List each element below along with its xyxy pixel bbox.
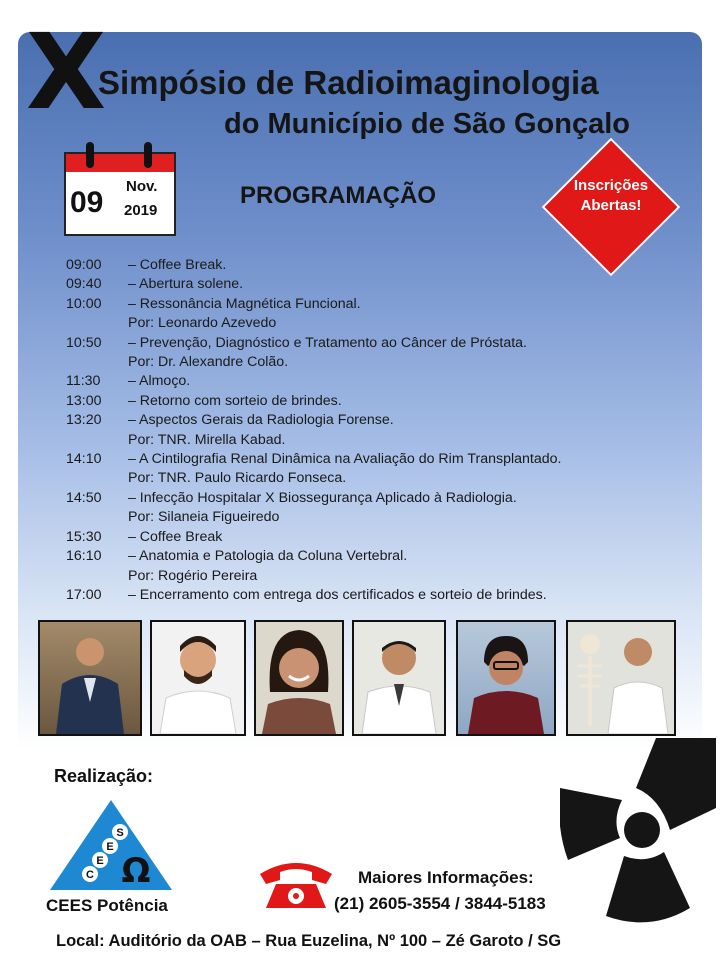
calendar-icon <box>64 152 176 236</box>
speaker-photo <box>352 620 446 736</box>
schedule-item: 10:00 – Ressonância Magnética Funcional. <box>66 295 561 314</box>
speaker-photo <box>150 620 246 736</box>
schedule-time: 13:20 <box>66 412 102 429</box>
calendar-ring <box>144 142 152 168</box>
schedule-text: Coffee Break <box>139 528 223 545</box>
schedule-text: Abertura solene. <box>139 276 244 293</box>
schedule-text: Encerramento com entrega dos certificados e sorteio de brindes. <box>139 586 547 603</box>
calendar-header-bar <box>66 154 174 172</box>
speaker-photo <box>254 620 344 736</box>
svg-text:E: E <box>96 855 104 867</box>
schedule-text: Prevenção, Diagnóstico e Tratamento ao Câncer de Próstata. <box>139 334 527 351</box>
programacao-heading: PROGRAMAÇÃO <box>240 182 436 209</box>
schedule-time: 15:30 <box>66 528 102 545</box>
schedule-item: 15:30 – Coffee Break <box>66 528 561 547</box>
badge-line1: Inscrições <box>573 177 649 194</box>
schedule-time: 09:40 <box>66 276 102 293</box>
realizacao-label: Realização: <box>54 766 154 786</box>
schedule-text: Ressonância Magnética Funcional. <box>139 295 361 312</box>
registration-badge-text <box>558 176 664 216</box>
speaker-portrait-icon <box>354 622 444 734</box>
cees-logo-icon <box>48 798 174 892</box>
speaker-portrait-icon <box>256 622 342 734</box>
calendar-ring <box>86 142 94 168</box>
schedule-time: 10:00 <box>66 295 102 312</box>
speaker-portrait-icon <box>152 622 244 734</box>
schedule-text: Aspectos Gerais da Radiologia Forense. <box>139 412 394 429</box>
schedule-speaker: Por: Leonardo Azevedo <box>128 315 277 332</box>
schedule-item: 16:10 – Anatomia e Patologia da Coluna Vertebral. <box>66 547 561 566</box>
svg-text:S: S <box>116 827 124 839</box>
schedule-text: Retorno com sorteio de brindes. <box>139 392 342 409</box>
telephone-icon <box>256 856 336 910</box>
schedule-text: A Cintilografia Renal Dinâmica na Avaliação do Rim Transplantado. <box>139 451 562 468</box>
contact-phones: (21) 2605-3554 / 3844-5183 <box>334 894 546 913</box>
event-location: Local: Auditório da OAB – Rua Euzelina, Nº 100 – Zé Garoto / SG <box>56 932 562 950</box>
schedule-time: 14:50 <box>66 489 102 506</box>
schedule-text: Almoço. <box>139 373 191 390</box>
event-title-line1: Simpósio de Radioimaginologia <box>98 64 599 101</box>
radiation-symbol-icon <box>560 738 716 960</box>
schedule-text: Anatomia e Patologia da Coluna Vertebral. <box>139 548 408 565</box>
schedule-speaker: Por: TNR. Paulo Ricardo Fonseca. <box>128 470 347 487</box>
speaker-photo <box>566 620 676 736</box>
schedule-list <box>66 256 561 605</box>
schedule-time: 13:00 <box>66 392 102 409</box>
schedule-item: 13:00 – Retorno com sorteio de brindes. <box>66 392 561 411</box>
schedule-speaker: Por: Dr. Alexandre Colão. <box>128 354 289 371</box>
event-title-line2: do Município de São Gonçalo <box>224 108 631 140</box>
schedule-item: 09:40 – Abertura solene. <box>66 275 561 294</box>
schedule-item: 14:50 – Infecção Hospitalar X Biossegurança Aplicado à Radiologia. <box>66 489 561 508</box>
schedule-time: 10:50 <box>66 334 102 351</box>
more-info-label: Maiores Informações: <box>358 868 534 887</box>
schedule-speaker: Por: Rogério Pereira <box>128 567 258 584</box>
schedule-time: 14:10 <box>66 451 102 468</box>
schedule-time: 16:10 <box>66 548 102 565</box>
schedule-time: 09:00 <box>66 257 102 273</box>
schedule-item: 11:30 – Almoço. <box>66 372 561 391</box>
schedule-item: 14:10 – A Cintilografia Renal Dinâmica na Avaliação do Rim Transplantado. <box>66 450 561 469</box>
schedule-speaker: Por: Silaneia Figueiredo <box>128 509 280 526</box>
schedule-time: 17:00 <box>66 586 102 603</box>
schedule-speaker: Por: TNR. Mirella Kabad. <box>128 431 286 448</box>
schedule-item: 17:00 – Encerramento com entrega dos certificados e sorteio de brindes. <box>66 586 561 605</box>
speaker-portrait-icon <box>40 622 140 734</box>
calendar-day: 09 <box>70 186 104 219</box>
speaker-portrait-icon <box>458 622 554 734</box>
calendar-month: Nov. <box>126 178 158 195</box>
schedule-item: 10:50 – Prevenção, Diagnóstico e Tratamento ao Câncer de Próstata. <box>66 334 561 353</box>
edition-numeral: X <box>26 11 107 133</box>
schedule-text: Infecção Hospitalar X Biossegurança Aplicado à Radiologia. <box>139 489 517 506</box>
speaker-portrait-icon <box>568 622 674 734</box>
svg-text:E: E <box>106 841 114 853</box>
badge-line2: Abertas! <box>580 197 642 214</box>
svg-text:Ω: Ω <box>121 851 151 891</box>
schedule-text: Coffee Break. <box>139 257 227 273</box>
speaker-photo <box>456 620 556 736</box>
speaker-photo <box>38 620 142 736</box>
schedule-item: 13:20 – Aspectos Gerais da Radiologia Forense. <box>66 411 561 430</box>
svg-text:C: C <box>86 869 94 881</box>
calendar-year: 2019 <box>124 202 158 219</box>
org-name: CEES Potência <box>46 896 168 915</box>
schedule-item: 09:00 – Coffee Break. <box>66 256 561 275</box>
schedule-time: 11:30 <box>66 373 101 390</box>
